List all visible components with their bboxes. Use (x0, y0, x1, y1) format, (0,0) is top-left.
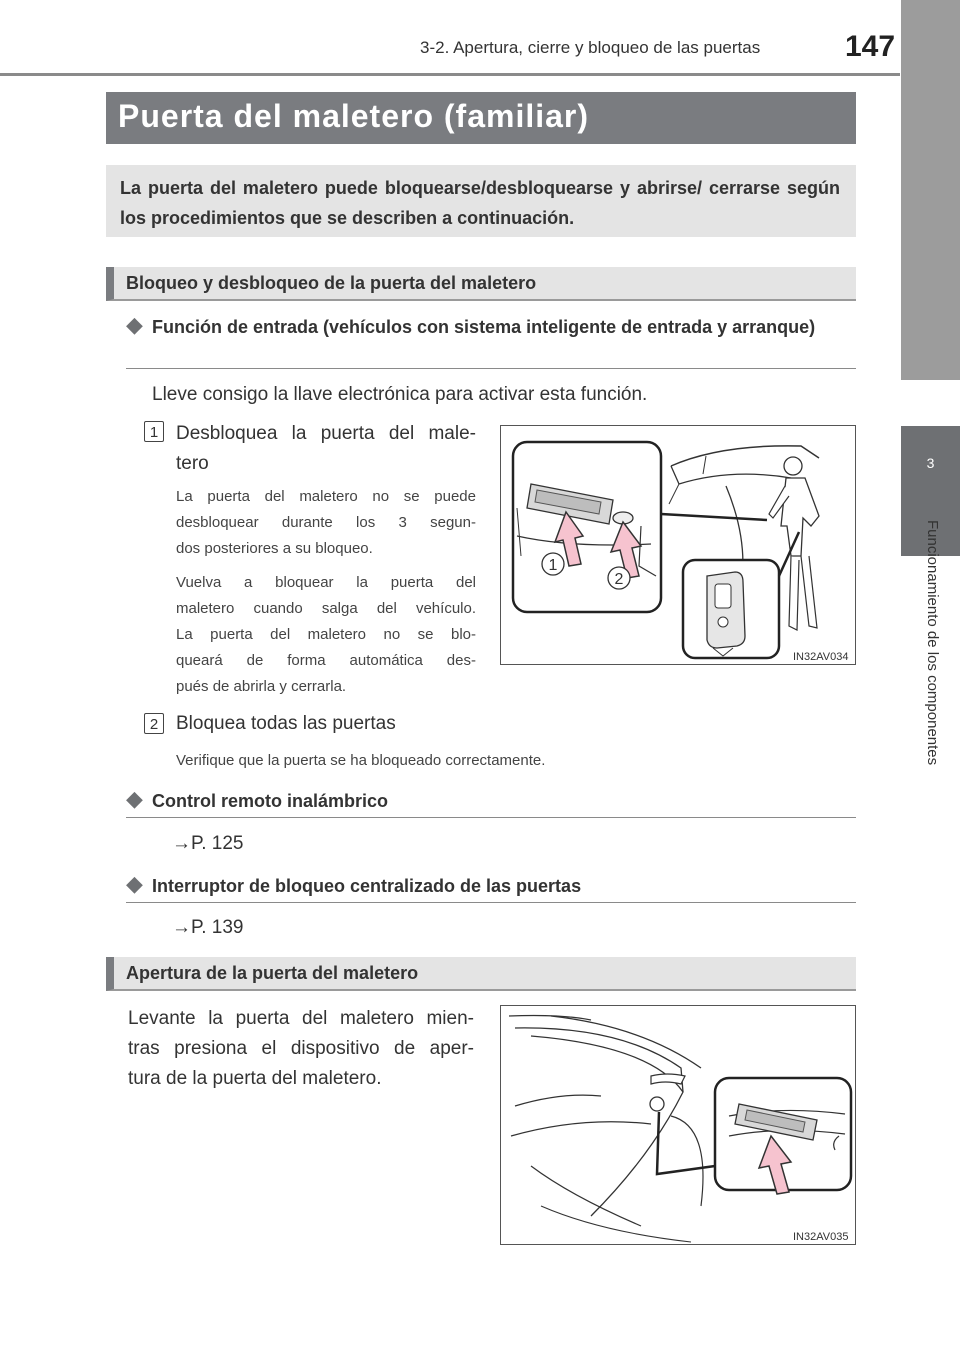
note-line: La puerta del maletero no se puede (176, 488, 476, 505)
note-line: pués de abrirla y cerrarla. (176, 678, 347, 695)
page-title-bar (106, 92, 856, 144)
step1-title-line1: Desbloquea la puerta del male- (176, 423, 476, 444)
diamond-icon: ◆ (126, 786, 143, 811)
step2-note: Verifique que la puerta se ha bloqueado correctamente. (176, 752, 546, 769)
note-line: maletero cuando salga del vehículo. (176, 600, 476, 617)
section-heading: Apertura de la puerta del maletero (126, 963, 419, 983)
header-rule (0, 73, 900, 76)
figure-trunk-open (500, 1005, 856, 1245)
note-line: desbloquear durante los 3 segun- (176, 514, 476, 531)
chapter-title: Funcionamiento de los componentes (924, 520, 941, 766)
diamond-icon: ◆ (126, 312, 143, 337)
figure-trunk-unlock (500, 425, 856, 665)
subsection-rule (126, 817, 856, 818)
note-line: Vuelva a bloquear la puerta del (176, 574, 476, 591)
subsection-heading-central: Interruptor de bloqueo centralizado de las puertas (152, 876, 582, 896)
section-heading-bar (106, 957, 856, 991)
trunk-unlock-illustration (501, 426, 855, 664)
page-number: 147 (845, 30, 896, 63)
chapter-number: 3 (926, 455, 935, 471)
step-number-2: 2 (144, 713, 164, 734)
step2-title: Bloquea todas las puertas (176, 713, 396, 734)
text-line: tura de la puerta del maletero. (128, 1068, 382, 1089)
section-heading-bar (106, 267, 856, 301)
intro-box (106, 165, 856, 237)
step1-note2 (176, 570, 476, 700)
remote-reference: →P. 125 (172, 833, 244, 854)
running-header: 3-2. Apertura, cierre y bloqueo de las puertas (420, 38, 761, 57)
intro-text: La puerta del maletero puede bloquearse/desbloquearse y abrirse/ cerrarse según los procedimientos que se describen a continuación. (120, 178, 840, 228)
central-reference: →P. 139 (172, 917, 244, 938)
figure-code: IN32AV034 (793, 651, 849, 663)
subsection-rule (126, 902, 856, 903)
note-line: dos posteriores a su bloqueo. (176, 540, 373, 557)
figure-code: IN32AV035 (793, 1231, 849, 1243)
figure-label-2: 2 (614, 571, 624, 588)
note-line: La puerta del maletero no se blo- (176, 626, 476, 643)
opening-description (128, 1004, 474, 1094)
page-title: Puerta del maletero (familiar) (118, 98, 590, 134)
subsection-heading-entry: Función de entrada (vehículos con sistema inteligente de entrada y arranque) (152, 317, 816, 337)
step1-note1 (176, 484, 476, 562)
entry-description: Lleve consigo la llave electrónica para activar esta función. (152, 384, 648, 405)
trunk-open-illustration (501, 1006, 855, 1244)
text-line: tras presiona el dispositivo de aper- (128, 1038, 474, 1059)
side-tab-upper (901, 0, 960, 380)
text-line: Levante la puerta del maletero mien- (128, 1008, 474, 1029)
diamond-icon: ◆ (126, 871, 143, 896)
step1-title-line2: tero (176, 453, 209, 474)
figure-label-1: 1 (548, 557, 558, 574)
subsection-rule (126, 368, 856, 369)
section-heading: Bloqueo y desbloqueo de la puerta del maletero (126, 273, 537, 293)
chapter-title-vertical (917, 520, 941, 820)
note-line: queará de forma automática des- (176, 652, 476, 669)
subsection-heading-remote: Control remoto inalámbrico (152, 791, 389, 811)
step-number-1: 1 (144, 421, 164, 442)
